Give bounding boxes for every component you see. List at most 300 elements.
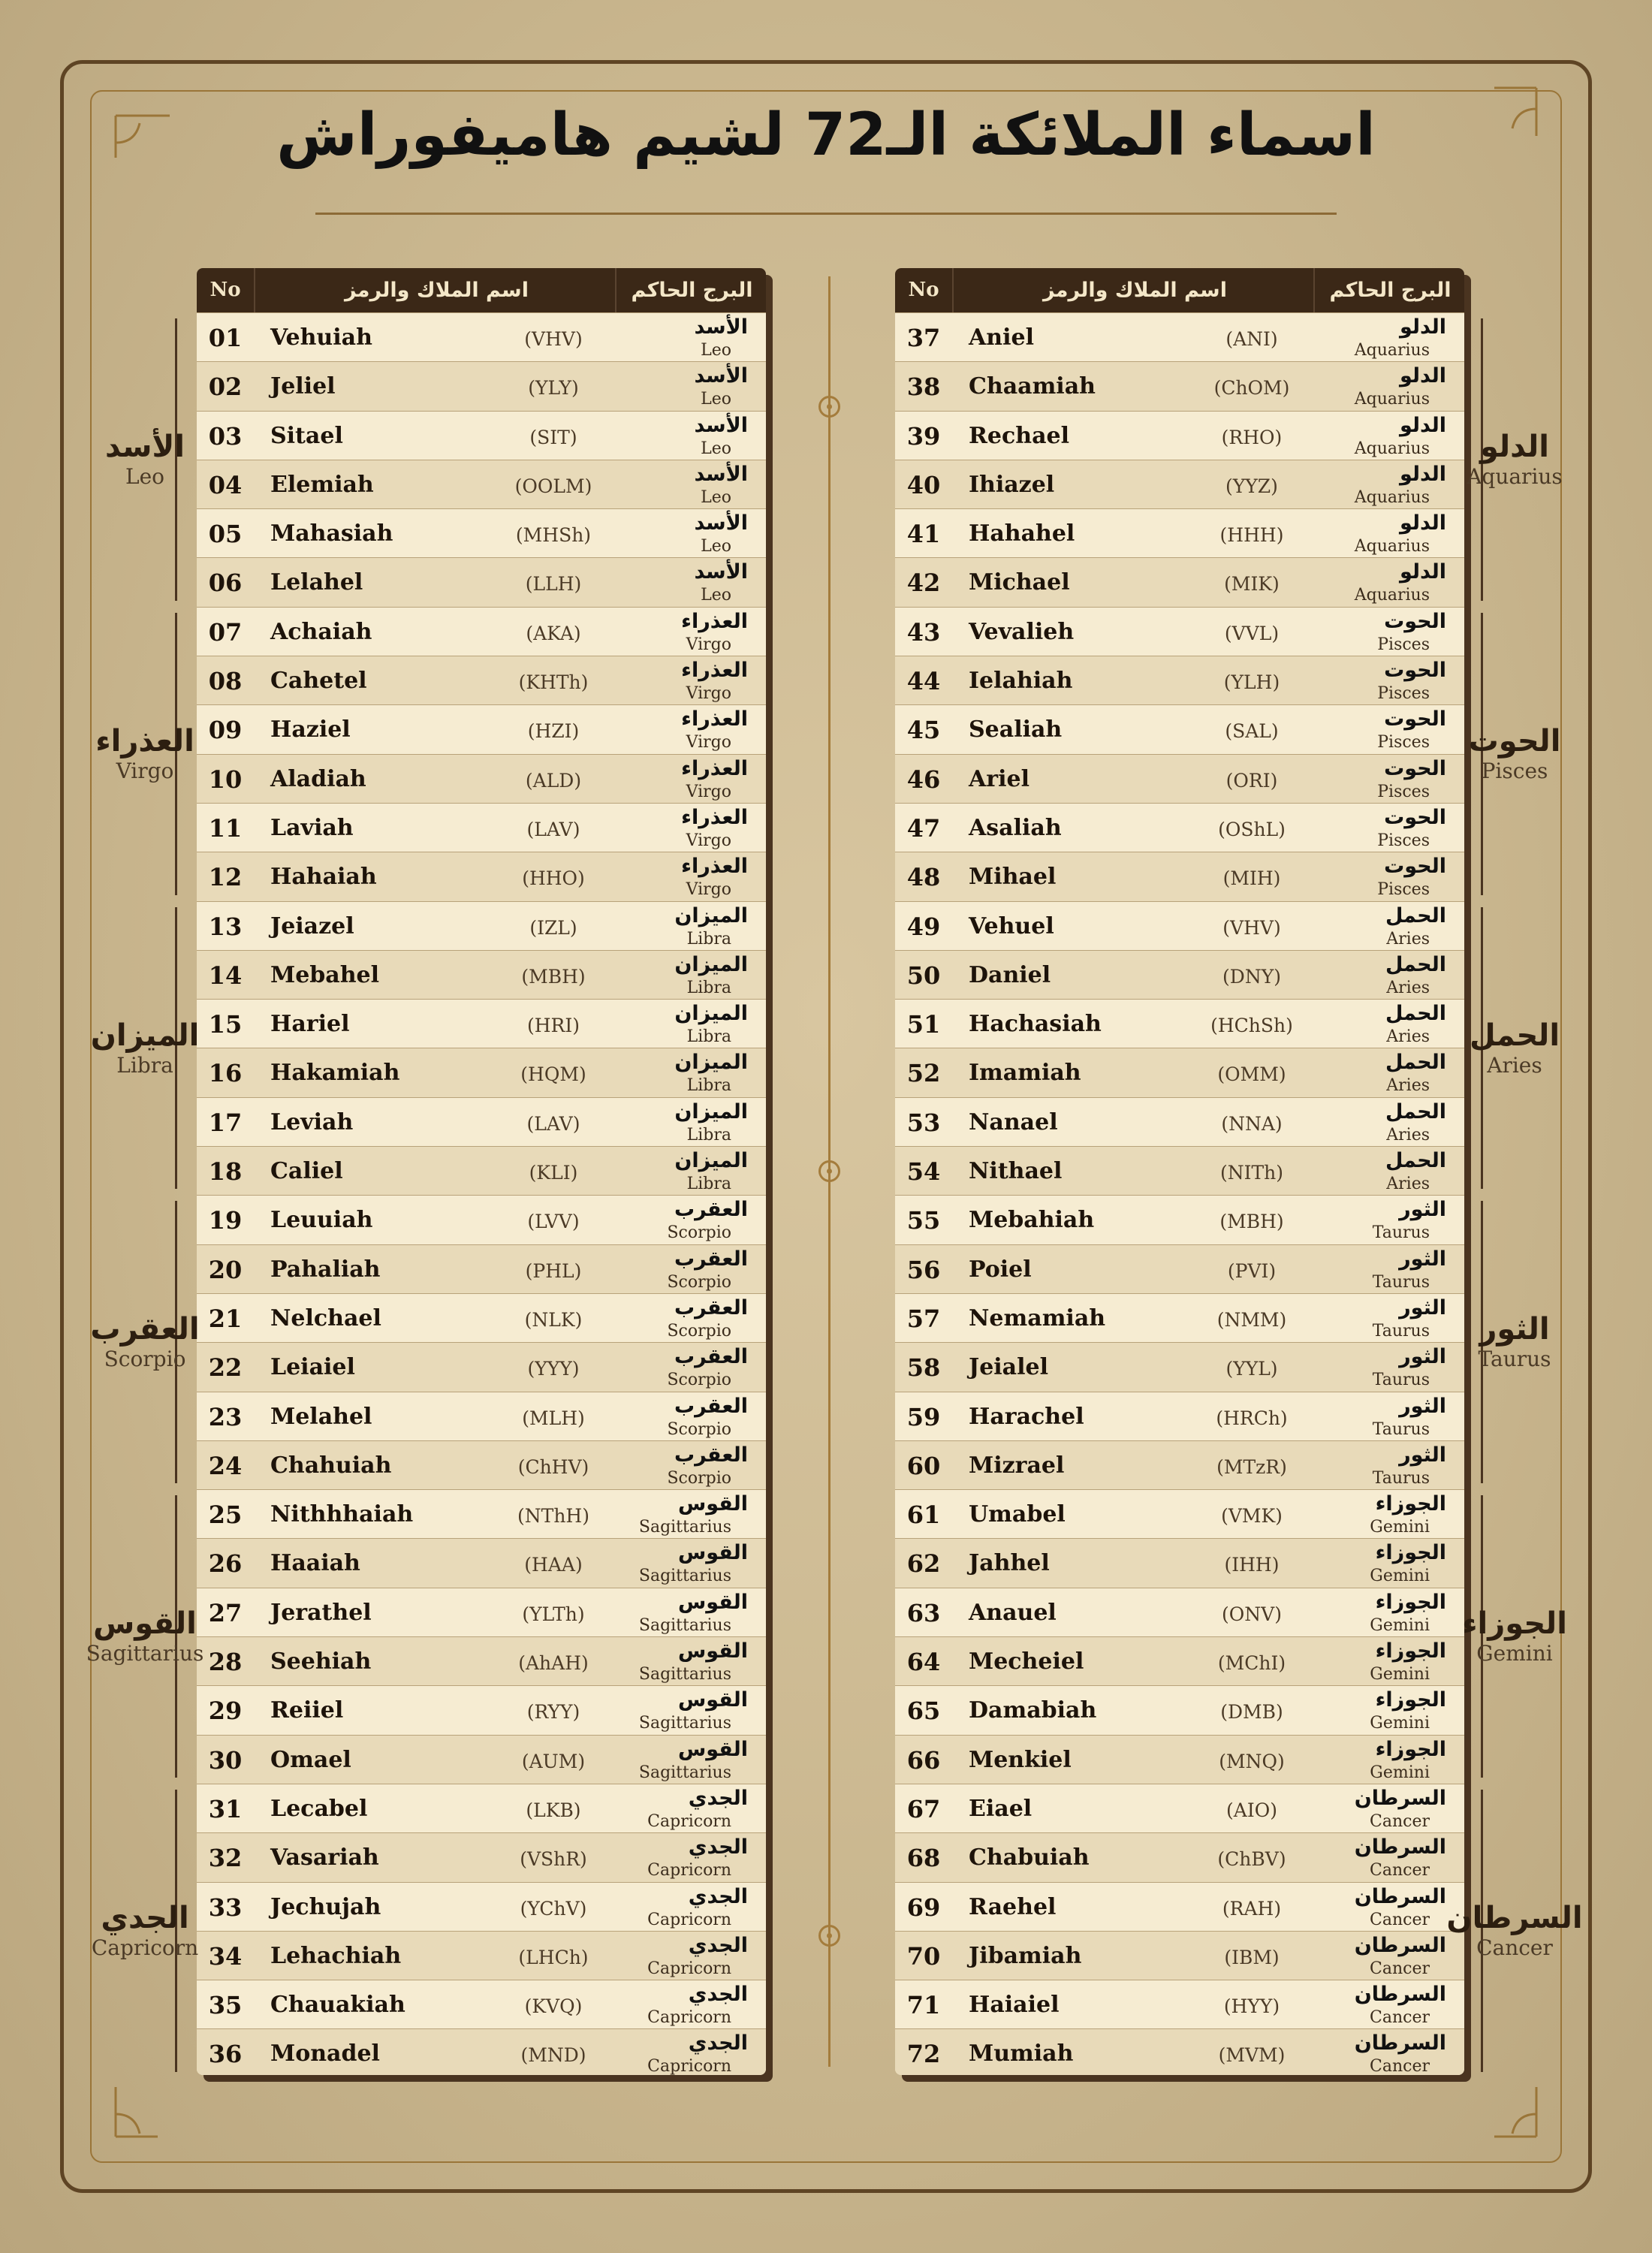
angel-number: 53: [906, 1108, 941, 1137]
sign-english: Pisces: [1377, 733, 1430, 753]
header-no: No: [197, 268, 255, 312]
sign-arabic: الميزان: [674, 1002, 748, 1026]
table-row: [895, 508, 1464, 557]
sign-arabic: الجوزاء: [1375, 1639, 1446, 1663]
angel-number: 47: [906, 813, 941, 843]
sign-english: Gemini: [1370, 1665, 1430, 1684]
angel-number: 02: [208, 372, 243, 402]
sign-english: Sagittarius: [638, 1665, 731, 1684]
header-name: اسم الملاك والرمز: [344, 279, 529, 302]
sign-english: Aries: [1386, 978, 1430, 997]
sign-arabic: الدلو: [1399, 511, 1446, 535]
angel-name: Pahaliah: [270, 1256, 381, 1283]
sign-english: Pisces: [1377, 782, 1430, 801]
table-header: [197, 268, 766, 312]
angel-code: (YLH): [1223, 671, 1280, 694]
sign-arabic: السرطان: [1354, 2031, 1446, 2055]
sign-arabic: الجدي: [688, 1884, 748, 1908]
sign-arabic: السرطان: [1354, 1884, 1446, 1908]
angel-name: Daniel: [969, 961, 1051, 988]
angel-number: 18: [208, 1157, 243, 1187]
sign-arabic: العقرب: [674, 1345, 748, 1369]
table-row: [895, 1195, 1464, 1244]
angel-code: (AKA): [526, 622, 581, 644]
angel-name: Mihael: [969, 864, 1057, 891]
group-sign-english: Aquarius: [1467, 463, 1563, 489]
angel-code: (ChHV): [517, 1455, 589, 1478]
sign-english: Libra: [686, 1027, 731, 1047]
angel-name: Vehuel: [969, 912, 1054, 940]
angel-name: Nithhhaiah: [270, 1501, 414, 1528]
angel-number: 29: [208, 1697, 243, 1726]
sign-english: Cancer: [1370, 1811, 1430, 1831]
sign-english: Gemini: [1370, 1615, 1430, 1635]
table-row: [197, 1146, 766, 1195]
angel-number: 44: [906, 667, 941, 696]
sign-english: Virgo: [686, 782, 731, 801]
angel-code: (VMK): [1221, 1505, 1283, 1528]
angel-code: (DNY): [1222, 965, 1281, 988]
group-sign-arabic: الدلو: [1480, 429, 1549, 464]
angel-number: 11: [208, 813, 243, 843]
table-row: [197, 460, 766, 508]
angel-name: Rechael: [969, 422, 1070, 449]
zodiac-group-label: [1432, 1312, 1597, 1371]
sign-arabic: الجدي: [688, 1933, 748, 1957]
angel-number: 09: [208, 716, 243, 745]
table-row: [895, 361, 1464, 410]
angel-name: Nelchael: [270, 1304, 381, 1332]
sign-english: Leo: [701, 439, 731, 458]
table-row: [895, 1980, 1464, 2028]
angel-code: (LVV): [527, 1211, 580, 1233]
table-row: [895, 1538, 1464, 1587]
angel-name: Damabiah: [969, 1697, 1097, 1724]
corner-ornament-bottom-right: [1479, 2084, 1539, 2144]
angel-number: 03: [208, 421, 243, 451]
sign-english: Capricorn: [647, 1959, 731, 1978]
sign-arabic: الحوت: [1384, 805, 1446, 829]
angel-number: 64: [906, 1648, 941, 1677]
sign-arabic: الثور: [1399, 1295, 1446, 1320]
table-row: [895, 1392, 1464, 1440]
angel-code: (IZL): [529, 916, 577, 939]
angel-name: Haziel: [270, 716, 351, 743]
angel-code: (MBH): [1219, 1211, 1284, 1233]
group-sign-english: Pisces: [1481, 758, 1548, 783]
angel-name: Aniel: [969, 324, 1034, 351]
table-row: [895, 1489, 1464, 1538]
table-row: [895, 1784, 1464, 1832]
angel-code: (KHTh): [518, 671, 589, 694]
angel-code: (MChI): [1217, 1652, 1286, 1675]
angel-number: 49: [906, 912, 941, 941]
sign-english: Libra: [686, 1125, 731, 1145]
zodiac-group-label: [62, 1312, 228, 1371]
angel-code: (LAV): [526, 818, 580, 840]
table-row: [895, 1636, 1464, 1685]
angel-code: (ALD): [525, 769, 582, 792]
angel-number: 38: [906, 372, 941, 402]
angel-code: (RYY): [526, 1701, 580, 1724]
angel-code: (AhAH): [518, 1652, 589, 1675]
angel-code: (ONV): [1222, 1603, 1282, 1625]
angel-number: 04: [208, 470, 243, 499]
angel-name: Anauel: [969, 1599, 1057, 1626]
angel-number: 12: [208, 863, 243, 892]
angel-code: (RAH): [1222, 1897, 1282, 1920]
sign-arabic: الجوزاء: [1375, 1737, 1446, 1761]
angel-name: Hakamiah: [270, 1060, 400, 1087]
table-row: [197, 508, 766, 557]
group-sign-arabic: السرطان: [1446, 1900, 1583, 1935]
angel-number: 55: [906, 1206, 941, 1235]
table-row: [197, 1195, 766, 1244]
sign-english: Virgo: [686, 635, 731, 654]
sign-arabic: القوس: [677, 1541, 748, 1565]
table-row: [197, 1588, 766, 1636]
angel-number: 69: [906, 1893, 941, 1922]
angel-name: Mecheiel: [969, 1648, 1084, 1675]
angel-number: 71: [906, 1991, 941, 2020]
table-row: [895, 1146, 1464, 1195]
sign-arabic: العذراء: [681, 805, 748, 829]
table-row: [197, 901, 766, 950]
sign-english: Virgo: [686, 880, 731, 900]
table-row: [895, 411, 1464, 460]
zodiac-group-label: [62, 1018, 228, 1078]
group-sign-english: Gemini: [1476, 1641, 1553, 1666]
table-row: [895, 901, 1464, 950]
sign-english: Sagittarius: [638, 1763, 731, 1782]
angel-code: (MTzR): [1216, 1455, 1287, 1478]
angel-number: 42: [906, 569, 941, 598]
sign-arabic: العذراء: [681, 659, 748, 683]
sign-arabic: الجدي: [688, 1983, 748, 2007]
angel-number: 28: [208, 1648, 243, 1677]
angel-code: (YYY): [527, 1358, 580, 1380]
center-ornament: [818, 396, 840, 418]
sign-english: Aquarius: [1354, 586, 1430, 605]
angel-code: (AIO): [1226, 1799, 1277, 1821]
angel-name: Chaamiah: [969, 373, 1096, 400]
sign-english: Taurus: [1372, 1371, 1430, 1390]
angel-code: (VVL): [1224, 622, 1280, 644]
angel-code: (LLH): [525, 573, 582, 596]
angel-code: (HZI): [527, 720, 580, 743]
sign-arabic: الثور: [1399, 1198, 1446, 1222]
angel-number: 06: [208, 569, 243, 598]
table-row: [197, 1685, 766, 1734]
sign-arabic: السرطان: [1354, 1933, 1446, 1957]
table-row: [197, 754, 766, 803]
angel-number: 15: [208, 1010, 243, 1039]
table-row: [895, 312, 1464, 361]
angel-name: Asaliah: [969, 814, 1062, 841]
angel-code: (ORI): [1225, 769, 1278, 792]
group-sign-arabic: الحمل: [1469, 1018, 1560, 1053]
table-row: [197, 803, 766, 852]
sign-english: Gemini: [1370, 1763, 1430, 1782]
sign-arabic: العذراء: [681, 707, 748, 731]
angel-code: (ChBV): [1217, 1848, 1286, 1871]
angel-code: (OMM): [1217, 1063, 1286, 1086]
angel-number: 14: [208, 961, 243, 990]
angel-name: Mebahel: [270, 961, 380, 988]
sign-arabic: الحمل: [1385, 952, 1446, 976]
group-sign-english: Taurus: [1478, 1347, 1551, 1372]
sign-english: Aries: [1386, 929, 1430, 949]
sign-arabic: الحمل: [1385, 1051, 1446, 1075]
sign-english: Gemini: [1370, 1567, 1430, 1586]
angel-code: (PHL): [525, 1259, 582, 1282]
table-row: [895, 1342, 1464, 1391]
angel-code: (OShL): [1218, 818, 1286, 840]
angel-code: (HChSh): [1210, 1015, 1293, 1037]
table-row: [895, 607, 1464, 656]
sign-arabic: الجوزاء: [1375, 1541, 1446, 1565]
angel-number: 05: [208, 520, 243, 549]
sign-english: Capricorn: [647, 2057, 731, 2075]
table-row: [197, 2028, 766, 2075]
angel-code: (IBM): [1224, 1946, 1280, 1968]
table-row: [197, 704, 766, 753]
angel-code: (SAL): [1225, 720, 1279, 743]
title-divider: [315, 213, 1337, 215]
sign-arabic: الحمل: [1385, 903, 1446, 927]
angel-number: 30: [208, 1745, 243, 1775]
angel-code: (HAA): [524, 1554, 583, 1576]
angel-name: Hachasiah: [969, 1011, 1102, 1038]
table-row: [895, 1832, 1464, 1881]
angel-name: Harachel: [969, 1403, 1084, 1430]
zodiac-group-label: [62, 1606, 228, 1666]
sign-english: Leo: [701, 390, 731, 409]
angel-code: (MND): [520, 2044, 586, 2067]
angel-name: Hariel: [270, 1011, 350, 1038]
angel-name: Vasariah: [270, 1844, 379, 1871]
sign-english: Capricorn: [647, 1910, 731, 1929]
sign-english: Libra: [686, 929, 731, 949]
sign-arabic: العقرب: [674, 1198, 748, 1222]
sign-arabic: الثور: [1399, 1443, 1446, 1467]
table-header: [895, 268, 1464, 312]
angel-code: (MIK): [1224, 573, 1280, 596]
sign-arabic: الدلو: [1399, 462, 1446, 486]
sign-arabic: الجوزاء: [1375, 1688, 1446, 1712]
angel-name: Elemiah: [270, 471, 374, 498]
angel-name: Cahetel: [270, 668, 367, 695]
sign-english: Aries: [1386, 1027, 1430, 1047]
angel-number: 60: [906, 1451, 941, 1480]
angel-code: (MVM): [1218, 2044, 1286, 2067]
angel-code: (YYZ): [1225, 475, 1278, 497]
sign-english: Taurus: [1372, 1223, 1430, 1243]
angel-name: Omael: [270, 1746, 351, 1773]
table-row: [197, 1784, 766, 1832]
group-sign-arabic: الأسد: [105, 429, 185, 464]
sign-english: Taurus: [1372, 1419, 1430, 1439]
angel-number: 59: [906, 1402, 941, 1431]
table-row: [197, 607, 766, 656]
table-row: [895, 557, 1464, 606]
table-row: [197, 656, 766, 704]
angel-name: Sealiah: [969, 716, 1063, 743]
angel-name: Imamiah: [969, 1060, 1081, 1087]
zodiac-group-label: [62, 724, 228, 783]
angel-name: Jahhel: [969, 1550, 1050, 1577]
angel-name: Jerathel: [270, 1599, 372, 1626]
sign-english: Leo: [701, 537, 731, 556]
angel-name: Seehiah: [270, 1648, 372, 1675]
angel-number: 66: [906, 1745, 941, 1775]
angel-name: Chahuiah: [270, 1452, 392, 1479]
angel-name: Nemamiah: [969, 1304, 1106, 1332]
table-row: [895, 754, 1464, 803]
angel-code: (NITh): [1219, 1162, 1284, 1184]
table-row: [895, 2028, 1464, 2075]
group-sign-english: Libra: [116, 1052, 173, 1078]
sign-english: Aquarius: [1354, 390, 1430, 409]
table-row: [197, 1931, 766, 1980]
angel-name: Chabuiah: [969, 1844, 1090, 1871]
sign-english: Scorpio: [667, 1321, 731, 1341]
sign-english: Sagittarius: [638, 1714, 731, 1733]
angel-number: 62: [906, 1549, 941, 1579]
table-row: [197, 361, 766, 410]
sign-arabic: الحوت: [1384, 855, 1446, 879]
table-row: [895, 1440, 1464, 1489]
table-row: [895, 1097, 1464, 1146]
table-body: [197, 312, 766, 2075]
table-row: [895, 1293, 1464, 1342]
sign-arabic: الميزان: [674, 952, 748, 976]
angel-number: 45: [906, 716, 941, 745]
angel-name: Leiaiel: [270, 1354, 355, 1381]
angel-code: (HRI): [526, 1015, 580, 1037]
angel-number: 25: [208, 1500, 243, 1530]
table-row: [895, 803, 1464, 852]
sign-english: Gemini: [1370, 1518, 1430, 1537]
sign-english: Capricorn: [647, 2008, 731, 2028]
angel-number: 68: [906, 1844, 941, 1873]
angel-name: Sitael: [270, 422, 343, 449]
sign-english: Pisces: [1377, 831, 1430, 850]
angel-name: Haiaiel: [969, 1992, 1060, 2019]
sign-english: Cancer: [1370, 2008, 1430, 2028]
sign-english: Aquarius: [1354, 341, 1430, 360]
sign-arabic: الحمل: [1385, 1149, 1446, 1173]
zodiac-group-label: [1432, 1606, 1597, 1666]
table-row: [197, 1048, 766, 1096]
table-row: [197, 1832, 766, 1881]
sign-english: Cancer: [1370, 1861, 1430, 1881]
angel-name: Chauakiah: [270, 1992, 405, 2019]
angel-code: (AUM): [521, 1750, 586, 1772]
table-row: [197, 1980, 766, 2028]
sign-arabic: الدلو: [1399, 315, 1446, 339]
table-row: [197, 1489, 766, 1538]
sign-arabic: الجدي: [688, 2031, 748, 2055]
sign-english: Aries: [1386, 1175, 1430, 1194]
table-row: [197, 852, 766, 900]
sign-arabic: الأسد: [694, 462, 748, 486]
angel-number: 10: [208, 765, 243, 794]
sign-english: Aries: [1386, 1076, 1430, 1096]
sign-arabic: الدلو: [1399, 413, 1446, 437]
angel-code: (NNA): [1221, 1112, 1283, 1135]
angel-name: Hahahel: [969, 520, 1075, 547]
sign-arabic: العقرب: [674, 1394, 748, 1418]
sign-arabic: العذراء: [681, 855, 748, 879]
angel-number: 32: [208, 1844, 243, 1873]
angel-code: (KVQ): [524, 1995, 583, 2018]
angel-number: 20: [208, 1255, 243, 1284]
sign-english: Sagittarius: [638, 1567, 731, 1586]
angel-name: Melahel: [270, 1403, 372, 1430]
sign-english: Taurus: [1372, 1321, 1430, 1341]
group-sign-english: Sagittarius: [86, 1641, 204, 1666]
corner-ornament-bottom-left: [113, 2084, 173, 2144]
header-no: No: [895, 268, 954, 312]
angel-code: (VHV): [1222, 916, 1281, 939]
angel-number: 51: [906, 1010, 941, 1039]
angel-code: (HHH): [1219, 524, 1284, 547]
angel-number: 23: [208, 1402, 243, 1431]
table-row: [895, 1685, 1464, 1734]
angel-number: 31: [208, 1794, 243, 1823]
table-row: [197, 557, 766, 606]
angel-name: Leuuiah: [270, 1207, 373, 1234]
sign-english: Virgo: [686, 733, 731, 753]
sign-english: Leo: [701, 487, 731, 507]
angel-number: 19: [208, 1206, 243, 1235]
sign-english: Leo: [701, 341, 731, 360]
group-sign-arabic: الجدي: [101, 1900, 189, 1935]
angel-number: 70: [906, 1941, 941, 1971]
sign-english: Virgo: [686, 684, 731, 704]
angel-number: 13: [208, 912, 243, 941]
angel-code: (MHSh): [515, 524, 592, 547]
sign-english: Gemini: [1370, 1714, 1430, 1733]
sign-arabic: الدلو: [1399, 560, 1446, 584]
table-row: [895, 1882, 1464, 1931]
angel-number: 37: [906, 324, 941, 352]
group-sign-english: Aries: [1487, 1052, 1542, 1078]
angel-code: (YChV): [520, 1897, 587, 1920]
angel-code: (PVI): [1227, 1259, 1277, 1282]
angel-name: Ihiazel: [969, 471, 1055, 498]
sign-english: Taurus: [1372, 1468, 1430, 1488]
angel-code: (MIH): [1222, 867, 1281, 890]
angel-name: Reiiel: [270, 1697, 344, 1724]
angel-name: Haaiah: [270, 1550, 360, 1577]
sign-arabic: الحمل: [1385, 1099, 1446, 1123]
sign-arabic: الحوت: [1384, 756, 1446, 780]
group-sign-arabic: الثور: [1479, 1312, 1550, 1347]
angel-code: (KLI): [529, 1162, 578, 1184]
angel-number: 56: [906, 1255, 941, 1284]
angel-number: 54: [906, 1157, 941, 1187]
angel-name: Jeiazel: [270, 912, 354, 940]
table-row: [895, 852, 1464, 900]
table-body: [895, 312, 1464, 2075]
sign-arabic: الجوزاء: [1375, 1492, 1446, 1516]
angel-number: 27: [208, 1598, 243, 1627]
table-row: [895, 1588, 1464, 1636]
sign-english: Taurus: [1372, 1272, 1430, 1292]
zodiac-group-label: [1432, 430, 1597, 489]
